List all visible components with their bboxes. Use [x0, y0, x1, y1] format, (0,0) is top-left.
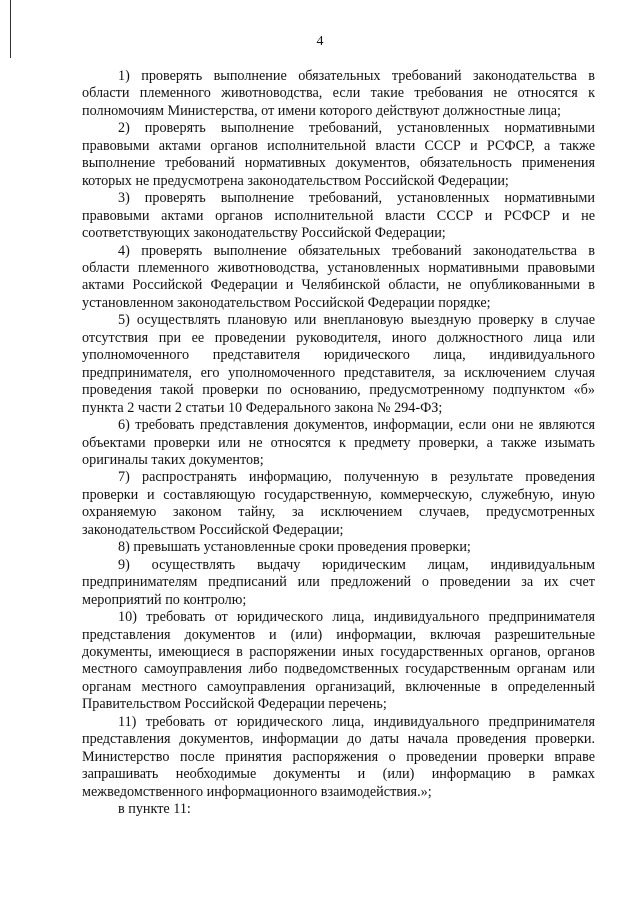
list-item-11: 11) требовать от юридического лица, индивидуального предпринимателя представления документов, информации до даты начала проведения проверки. Министерство после принятия распоряжения о проведении проверки вправе запрашивать необходимые документы и (или) информацию в рамках межведомственного информационного взаимодействия.»; — [82, 713, 595, 800]
page-number: 4 — [316, 34, 324, 49]
list-item-9: 9) осуществлять выдачу юридическим лицам, индивидуальным предпринимателям предписаний или предложений о проведении за их счет мероприятий по контролю; — [82, 556, 595, 608]
list-item-4: 4) проверять выполнение обязательных требований законодательства в области племенного животноводства, установленных нормативными правовыми актами Российской Федерации и Челябинской области, не опубликованными в установленном законодательством Российской Федерации порядке; — [82, 242, 595, 311]
document-body — [82, 68, 595, 818]
list-item-8: 8) превышать установленные сроки проведения проверки; — [118, 539, 471, 556]
list-item-1: 1) проверять выполнение обязательных требований законодательства в области племенного животноводства, если такие требования не относятся к полномочиям Министерства, от имени которого действуют должностные лица; — [82, 68, 595, 119]
section-lead-in: в пункте 11: — [118, 801, 191, 818]
list-item-5: 5) осуществлять плановую или внеплановую выездную проверку в случае отсутствия при ее проведении руководителя, иного должностного лица или уполномоченного представителя юридического лица, индивидуального предпринимателя, его уполномоченного представителя, за исключением случая проведения такой проверки по основанию, предусмотренному подпунктом «б» пункта 2 части 2 статьи 10 Федерального закона № 294-ФЗ; — [82, 312, 595, 416]
list-item-2: 2) проверять выполнение требований, установленных нормативными правовыми актами органов исполнительной власти СССР и РСФСР, а также выполнение требований нормативных документов, обязательность применения которых не предусмотрена законодательством Российской Федерации; — [82, 120, 595, 189]
list-item-10: 10) требовать от юридического лица, индивидуального предпринимателя представления документов и (или) информации, включая разрешительные документы, имеющиеся в распоряжении иных государственных органов, органов местного самоуправления либо подведомственных государственным органам или органам местного самоуправления организаций, включенные в определенный Правительством Российской Федерации перечень; — [82, 609, 595, 713]
list-item-6: 6) требовать представления документов, информации, если они не являются объектами проверки или не относятся к предмету проверки, а также изымать оригиналы таких документов; — [82, 417, 595, 468]
list-item-3: 3) проверять выполнение требований, установленных нормативными правовыми актами органов исполнительной власти СССР и РСФСР и не соответствующих законодательству Российской Федерации; — [82, 190, 595, 242]
list-item-7: 7) распространять информацию, полученную в результате проведения проверки и составляющую государственную, коммерческую, служебную, иную охраняемую законом тайну, за исключением случаев, предусмотренных законодательством Российской Федерации; — [82, 469, 595, 538]
